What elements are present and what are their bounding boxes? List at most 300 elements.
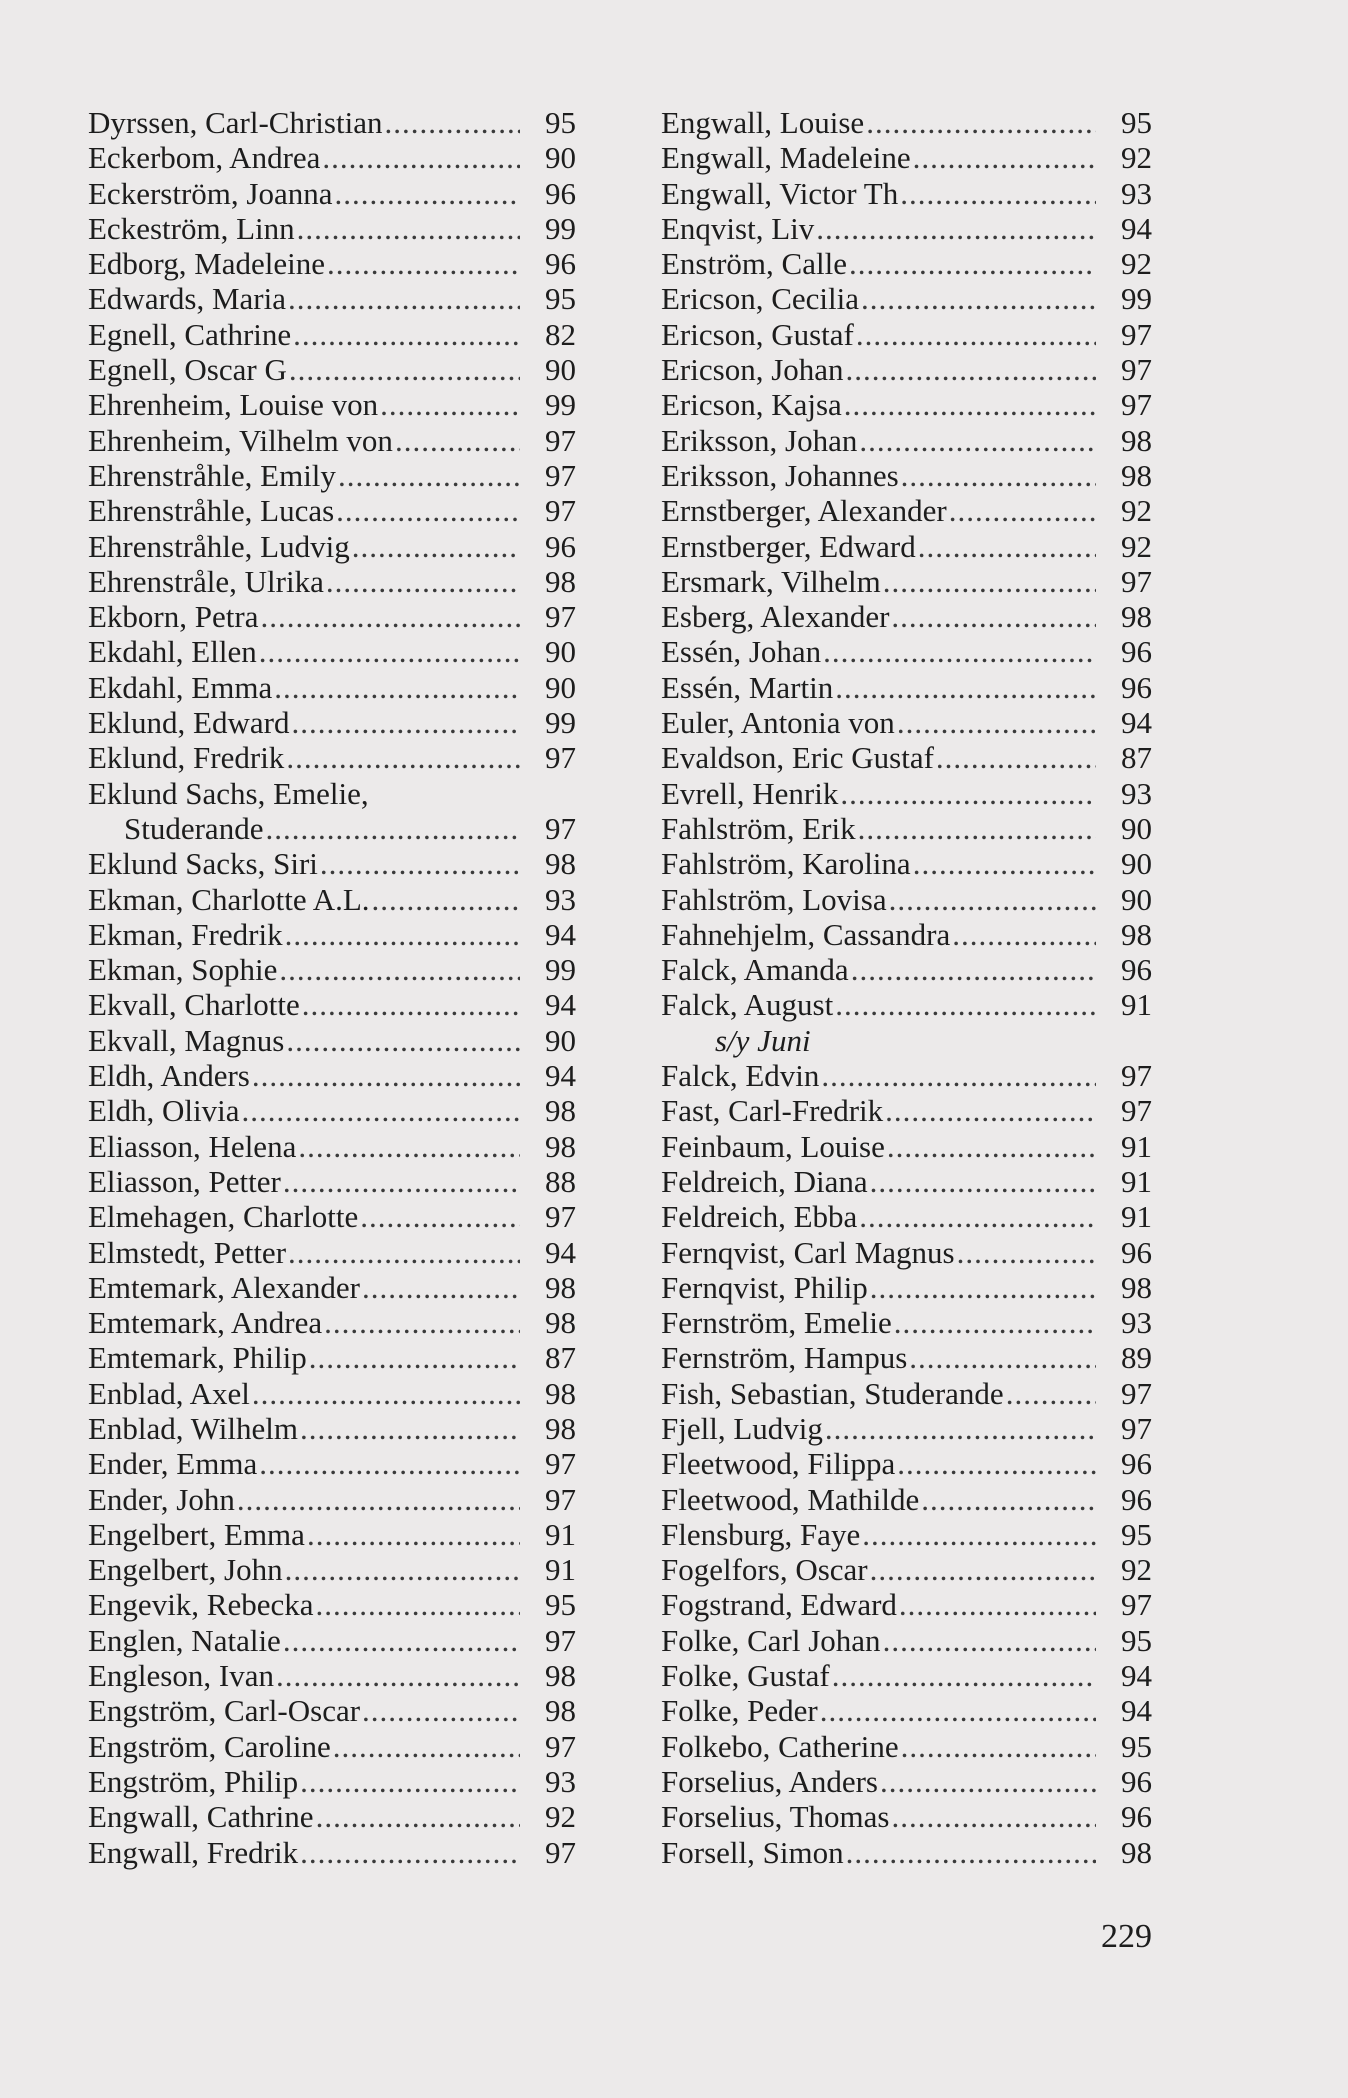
entry-name: Falck, Edvin — [661, 1058, 820, 1094]
entry-name: Ericson, Gustaf — [661, 316, 854, 352]
dot-leader — [265, 811, 520, 846]
dot-leader — [322, 140, 520, 175]
entry-name: Forsell, Simon — [661, 1834, 844, 1870]
dot-leader — [283, 1623, 520, 1658]
list-item — [88, 1446, 576, 1481]
list-item — [88, 387, 576, 422]
list-item — [661, 458, 1152, 493]
entry-year: 98 — [545, 846, 576, 882]
list-item — [661, 1235, 1152, 1270]
list-item — [661, 1058, 1152, 1093]
dot-leader — [856, 317, 1096, 352]
entry-name: Essén, Johan — [661, 634, 822, 670]
list-item — [661, 1587, 1152, 1622]
list-item — [661, 1446, 1152, 1481]
list-item — [661, 1764, 1152, 1799]
list-item — [88, 176, 576, 211]
dot-leader — [252, 1058, 520, 1093]
entry-name: Engström, Carl-Oscar — [88, 1693, 361, 1729]
entry-name: Ernstberger, Alexander — [661, 493, 947, 529]
entry-name: Enqvist, Liv — [661, 210, 815, 246]
entry-name: Fogelfors, Oscar — [661, 1552, 868, 1588]
dot-leader — [316, 1587, 520, 1622]
dot-leader — [274, 670, 520, 705]
list-item — [88, 493, 576, 528]
dot-leader — [883, 564, 1096, 599]
entry-name: Eriksson, Johan — [661, 422, 858, 458]
entry-name: Folke, Gustaf — [661, 1658, 830, 1694]
list-item — [88, 1693, 576, 1728]
list-item — [88, 1729, 576, 1764]
entry-year: 97 — [545, 599, 576, 635]
entry-year: 99 — [545, 952, 576, 988]
entry-year: 99 — [545, 705, 576, 741]
list-item — [88, 1799, 576, 1834]
entry-year: 97 — [1121, 1093, 1152, 1129]
entry-name: Englen, Natalie — [88, 1622, 281, 1658]
entry-name: Emtemark, Alexander — [88, 1269, 361, 1305]
entry-name: Ekdahl, Ellen — [88, 634, 257, 670]
dot-leader — [309, 1340, 520, 1375]
dot-leader — [816, 211, 1096, 246]
entry-name: Ender, Emma — [88, 1446, 258, 1482]
entry-year: 90 — [545, 1022, 576, 1058]
entry-name: Ehrenstråle, Ulrika — [88, 563, 324, 599]
entry-year: 98 — [545, 1375, 576, 1411]
dot-leader — [949, 493, 1096, 528]
entry-name: Falck, Amanda — [661, 952, 849, 988]
list-item — [661, 564, 1152, 599]
list-item — [661, 1199, 1152, 1234]
entry-year: 90 — [545, 140, 576, 176]
dot-leader — [285, 917, 520, 952]
entry-year: 94 — [545, 916, 576, 952]
entry-name: Eklund, Edward — [88, 705, 290, 741]
entry-year: 93 — [1121, 1305, 1152, 1341]
dot-leader — [900, 176, 1096, 211]
list-item — [88, 1305, 576, 1340]
dot-leader — [892, 1799, 1097, 1834]
list-item — [661, 1729, 1152, 1764]
list-item — [88, 317, 576, 352]
entry-year: 97 — [1121, 563, 1152, 599]
entry-name: Enblad, Wilhelm — [88, 1410, 298, 1446]
list-item — [88, 1270, 576, 1305]
entry-year: 95 — [545, 1587, 576, 1623]
entry-year: 98 — [1121, 916, 1152, 952]
list-item — [88, 987, 576, 1022]
dot-leader — [901, 1729, 1096, 1764]
dot-leader — [897, 1446, 1096, 1481]
dot-leader — [307, 1517, 520, 1552]
list-item — [661, 246, 1152, 281]
entry-name: Emtemark, Andrea — [88, 1305, 323, 1341]
entry-name: Fahnehjelm, Cassandra — [661, 916, 951, 952]
entry-name: Essén, Martin — [661, 669, 834, 705]
entry-year: 82 — [545, 316, 576, 352]
entry-year: 92 — [1121, 1552, 1152, 1588]
entry-year: 98 — [1121, 1269, 1152, 1305]
page-number: 229 — [1101, 1918, 1152, 1955]
entry-name: Esberg, Alexander — [661, 599, 890, 635]
entry-year: 92 — [1121, 528, 1152, 564]
list-item — [661, 140, 1152, 175]
entry-year: 87 — [1121, 740, 1152, 776]
entry-name: Ericson, Cecilia — [661, 281, 859, 317]
entry-year: 91 — [545, 1552, 576, 1588]
entry-name: Feldreich, Ebba — [661, 1199, 858, 1235]
entry-name: Eklund Sacks, Siri — [88, 846, 318, 882]
dot-leader — [289, 352, 520, 387]
entry-name: Engwall, Fredrik — [88, 1834, 299, 1870]
entry-name: Fernqvist, Carl Magnus — [661, 1234, 955, 1270]
list-item — [88, 246, 576, 281]
dot-leader — [300, 1411, 520, 1446]
list-item — [88, 740, 576, 775]
list-item — [88, 211, 576, 246]
entry-name: Ekdahl, Emma — [88, 669, 273, 705]
list-item — [661, 1552, 1152, 1587]
entry-name: Ekman, Fredrik — [88, 916, 283, 952]
entry-name: Eklund Sachs, Emelie, — [88, 775, 369, 811]
list-item — [88, 140, 576, 175]
dot-leader — [821, 1058, 1096, 1093]
entry-name: Evaldson, Eric Gustaf — [661, 740, 934, 776]
entry-year: 88 — [545, 1163, 576, 1199]
entry-year: 93 — [545, 881, 576, 917]
entry-year: 97 — [1121, 1058, 1152, 1094]
entry-year: 99 — [545, 387, 576, 423]
entry-name: Engleson, Ivan — [88, 1658, 274, 1694]
entry-name: Ekman, Sophie — [88, 952, 278, 988]
dot-leader — [260, 599, 520, 634]
dot-leader — [293, 317, 520, 352]
entry-name: Engevik, Rebecka — [88, 1587, 314, 1623]
entry-name: Folke, Peder — [661, 1693, 818, 1729]
entry-name: Engström, Caroline — [88, 1728, 331, 1764]
list-item — [88, 882, 576, 917]
entry-year: 97 — [545, 457, 576, 493]
list-item — [661, 1129, 1152, 1164]
dot-leader — [859, 423, 1096, 458]
entry-name: Ehrenstråhle, Emily — [88, 457, 336, 493]
dot-leader — [901, 458, 1096, 493]
entry-name: Fernqvist, Philip — [661, 1269, 868, 1305]
list-item — [661, 1093, 1152, 1128]
dot-leader — [889, 882, 1096, 917]
list-item — [661, 1693, 1152, 1728]
entry-year: 96 — [1121, 1799, 1152, 1835]
list-item — [88, 599, 576, 634]
list-item — [88, 1411, 576, 1446]
entry-name: Ersmark, Vilhelm — [661, 563, 881, 599]
entry-year: 91 — [1121, 1163, 1152, 1199]
dot-leader — [362, 1693, 520, 1728]
entry-name: Flensburg, Faye — [661, 1516, 861, 1552]
dot-leader — [338, 458, 520, 493]
dot-leader — [327, 246, 520, 281]
entry-year: 93 — [1121, 775, 1152, 811]
dot-leader — [316, 1799, 520, 1834]
list-item — [88, 1164, 576, 1199]
entry-name: Dyrssen, Carl-Christian — [88, 105, 383, 140]
dot-leader — [870, 1164, 1096, 1199]
entry-name: Egnell, Oscar G — [88, 352, 287, 388]
dot-leader — [883, 1623, 1096, 1658]
dot-leader — [909, 1340, 1096, 1375]
list-item — [88, 1023, 576, 1058]
entry-year: 99 — [545, 210, 576, 246]
list-item — [88, 1199, 576, 1234]
entry-year: 98 — [1121, 422, 1152, 458]
entry-name: Enström, Calle — [661, 246, 847, 282]
entry-name: Engwall, Cathrine — [88, 1799, 314, 1835]
entry-name: Ericson, Kajsa — [661, 387, 842, 423]
entry-name: Eckerbom, Andrea — [88, 140, 321, 176]
entry-year: 97 — [545, 493, 576, 529]
list-item — [88, 281, 576, 316]
entry-name: Eldh, Anders — [88, 1058, 250, 1094]
list-item — [88, 811, 576, 846]
entry-year: 96 — [1121, 1234, 1152, 1270]
entry-year: 92 — [545, 1799, 576, 1835]
dot-leader — [897, 705, 1096, 740]
entry-year: 97 — [545, 1199, 576, 1235]
entry-year: 90 — [545, 634, 576, 670]
dot-leader — [846, 1835, 1096, 1870]
entry-name: Ender, John — [88, 1481, 235, 1517]
entry-year: 97 — [545, 422, 576, 458]
entry-name: Eckerström, Joanna — [88, 175, 333, 211]
dot-leader — [276, 1658, 520, 1693]
entry-year: 90 — [1121, 810, 1152, 846]
entry-name: Ernstberger, Edward — [661, 528, 916, 564]
entry-year: 87 — [545, 1340, 576, 1376]
entry-name: Edborg, Madeleine — [88, 246, 326, 282]
list-item — [661, 882, 1152, 917]
list-item — [88, 1623, 576, 1658]
list-item — [661, 1164, 1152, 1199]
entry-year: 98 — [1121, 457, 1152, 493]
list-item — [661, 1023, 1152, 1058]
entry-year: 97 — [545, 1481, 576, 1517]
dot-leader — [862, 1517, 1096, 1552]
entry-year: 94 — [1121, 210, 1152, 246]
list-item — [661, 387, 1152, 422]
list-item — [661, 211, 1152, 246]
entry-year: 98 — [545, 1658, 576, 1694]
entry-year: 92 — [1121, 140, 1152, 176]
dot-leader — [899, 1587, 1096, 1622]
dot-leader — [870, 1552, 1096, 1587]
entry-year: 98 — [545, 1269, 576, 1305]
entry-year: 98 — [545, 1128, 576, 1164]
dot-leader — [861, 281, 1096, 316]
dot-leader — [326, 564, 520, 599]
entry-year: 93 — [545, 1763, 576, 1799]
list-item — [88, 1587, 576, 1622]
entry-name: Edwards, Maria — [88, 281, 286, 317]
entry-year: 98 — [1121, 599, 1152, 635]
list-item — [88, 1658, 576, 1693]
list-item — [661, 176, 1152, 211]
entry-year: 96 — [545, 528, 576, 564]
list-item — [88, 952, 576, 987]
list-item — [661, 1376, 1152, 1411]
entry-year: 90 — [545, 669, 576, 705]
dot-leader — [921, 1482, 1096, 1517]
dot-leader — [913, 846, 1096, 881]
list-item — [661, 776, 1152, 811]
list-item — [661, 634, 1152, 669]
dot-leader — [832, 1658, 1096, 1693]
entry-year: 96 — [1121, 952, 1152, 988]
list-item — [88, 564, 576, 599]
dot-leader — [380, 387, 520, 422]
entry-year: 91 — [1121, 1199, 1152, 1235]
list-item — [88, 352, 576, 387]
entry-year: 90 — [1121, 846, 1152, 882]
entry-name: Fogstrand, Edward — [661, 1587, 897, 1623]
list-item — [661, 670, 1152, 705]
list-item — [661, 1270, 1152, 1305]
entry-year: 98 — [545, 1410, 576, 1446]
dot-leader — [849, 246, 1096, 281]
dot-leader — [859, 1199, 1096, 1234]
entry-year: 96 — [1121, 1446, 1152, 1482]
entry-year: 95 — [1121, 1622, 1152, 1658]
list-item — [88, 1058, 576, 1093]
dot-leader — [395, 423, 520, 458]
entry-name: Ekvall, Charlotte — [88, 987, 300, 1023]
entry-name: Emtemark, Philip — [88, 1340, 307, 1376]
entry-name: Fahlström, Karolina — [661, 846, 911, 882]
list-item — [661, 740, 1152, 775]
list-item — [661, 423, 1152, 458]
list-item — [661, 493, 1152, 528]
entry-year: 95 — [1121, 1516, 1152, 1552]
entry-year: 97 — [1121, 387, 1152, 423]
dot-leader — [820, 1693, 1096, 1728]
entry-year: 97 — [1121, 1587, 1152, 1623]
entry-name: Eliasson, Helena — [88, 1128, 297, 1164]
list-item — [88, 1517, 576, 1552]
dot-leader — [870, 1270, 1096, 1305]
entry-year: 98 — [545, 563, 576, 599]
entry-year: 97 — [1121, 352, 1152, 388]
list-item — [661, 281, 1152, 316]
list-item — [661, 1411, 1152, 1446]
list-item — [661, 317, 1152, 352]
right-column — [661, 105, 1152, 1870]
entry-year: 98 — [545, 1093, 576, 1129]
list-item — [88, 1552, 576, 1587]
dot-leader — [283, 1164, 520, 1199]
list-item — [661, 811, 1152, 846]
dot-leader — [913, 140, 1096, 175]
list-item — [88, 1835, 576, 1870]
entry-year: 95 — [545, 281, 576, 317]
list-item — [88, 705, 576, 740]
entry-name: Euler, Antonia von — [661, 705, 895, 741]
entry-year: 97 — [545, 1446, 576, 1482]
dot-leader — [835, 987, 1096, 1022]
dot-leader — [1006, 1376, 1096, 1411]
dot-leader — [352, 529, 520, 564]
entry-name: Fahlström, Lovisa — [661, 881, 887, 917]
list-item — [88, 917, 576, 952]
dot-leader — [880, 1764, 1096, 1799]
list-item — [88, 1093, 576, 1128]
entry-name: Elmstedt, Petter — [88, 1234, 287, 1270]
list-item — [88, 776, 576, 811]
dot-leader — [279, 952, 520, 987]
dot-leader — [333, 1729, 520, 1764]
entry-year: 95 — [1121, 1728, 1152, 1764]
list-item — [661, 352, 1152, 387]
list-item — [88, 1340, 576, 1375]
entry-year: 98 — [545, 1693, 576, 1729]
entry-year: 99 — [1121, 281, 1152, 317]
dot-leader — [846, 352, 1096, 387]
entry-name: Eliasson, Petter — [88, 1163, 281, 1199]
entry-year: 97 — [1121, 1410, 1152, 1446]
entry-year: 97 — [545, 810, 576, 846]
entry-name: Eriksson, Johannes — [661, 457, 899, 493]
entry-name: Ericson, Johan — [661, 352, 844, 388]
entry-name: Fast, Carl-Fredrik — [661, 1093, 884, 1129]
entry-year: 97 — [545, 1622, 576, 1658]
entry-year: 91 — [1121, 1128, 1152, 1164]
entry-name: Engelbert, Emma — [88, 1516, 305, 1552]
list-item — [88, 634, 576, 669]
dot-leader — [887, 1129, 1096, 1164]
dot-leader — [952, 917, 1096, 952]
dot-leader — [334, 176, 520, 211]
dot-leader — [891, 599, 1096, 634]
entry-name: Forselius, Anders — [661, 1763, 878, 1799]
entry-name: Feldreich, Diana — [661, 1163, 868, 1199]
list-item — [661, 1835, 1152, 1870]
dot-leader — [825, 1411, 1096, 1446]
list-item — [88, 1235, 576, 1270]
dot-leader — [866, 105, 1096, 140]
list-item — [661, 1305, 1152, 1340]
dot-leader — [894, 1305, 1096, 1340]
dot-leader — [885, 1093, 1096, 1128]
dot-leader — [840, 776, 1096, 811]
entry-year: 96 — [1121, 1763, 1152, 1799]
dot-leader — [336, 493, 520, 528]
entry-year: 90 — [545, 352, 576, 388]
entry-name: Engwall, Victor Th — [661, 175, 899, 211]
entry-year: 92 — [1121, 246, 1152, 282]
dot-leader — [298, 1129, 520, 1164]
dot-leader — [360, 1199, 520, 1234]
list-item — [661, 1799, 1152, 1834]
list-item — [661, 1482, 1152, 1517]
entry-name: Elmehagen, Charlotte — [88, 1199, 359, 1235]
list-item — [661, 917, 1152, 952]
entry-name: Engwall, Louise — [661, 105, 865, 140]
list-item — [88, 670, 576, 705]
entry-year: 91 — [1121, 987, 1152, 1023]
entry-year: 96 — [1121, 1481, 1152, 1517]
entry-year: 95 — [545, 105, 576, 140]
list-item — [661, 1517, 1152, 1552]
entry-year: 95 — [1121, 105, 1152, 140]
entry-name: Engström, Philip — [88, 1763, 299, 1799]
